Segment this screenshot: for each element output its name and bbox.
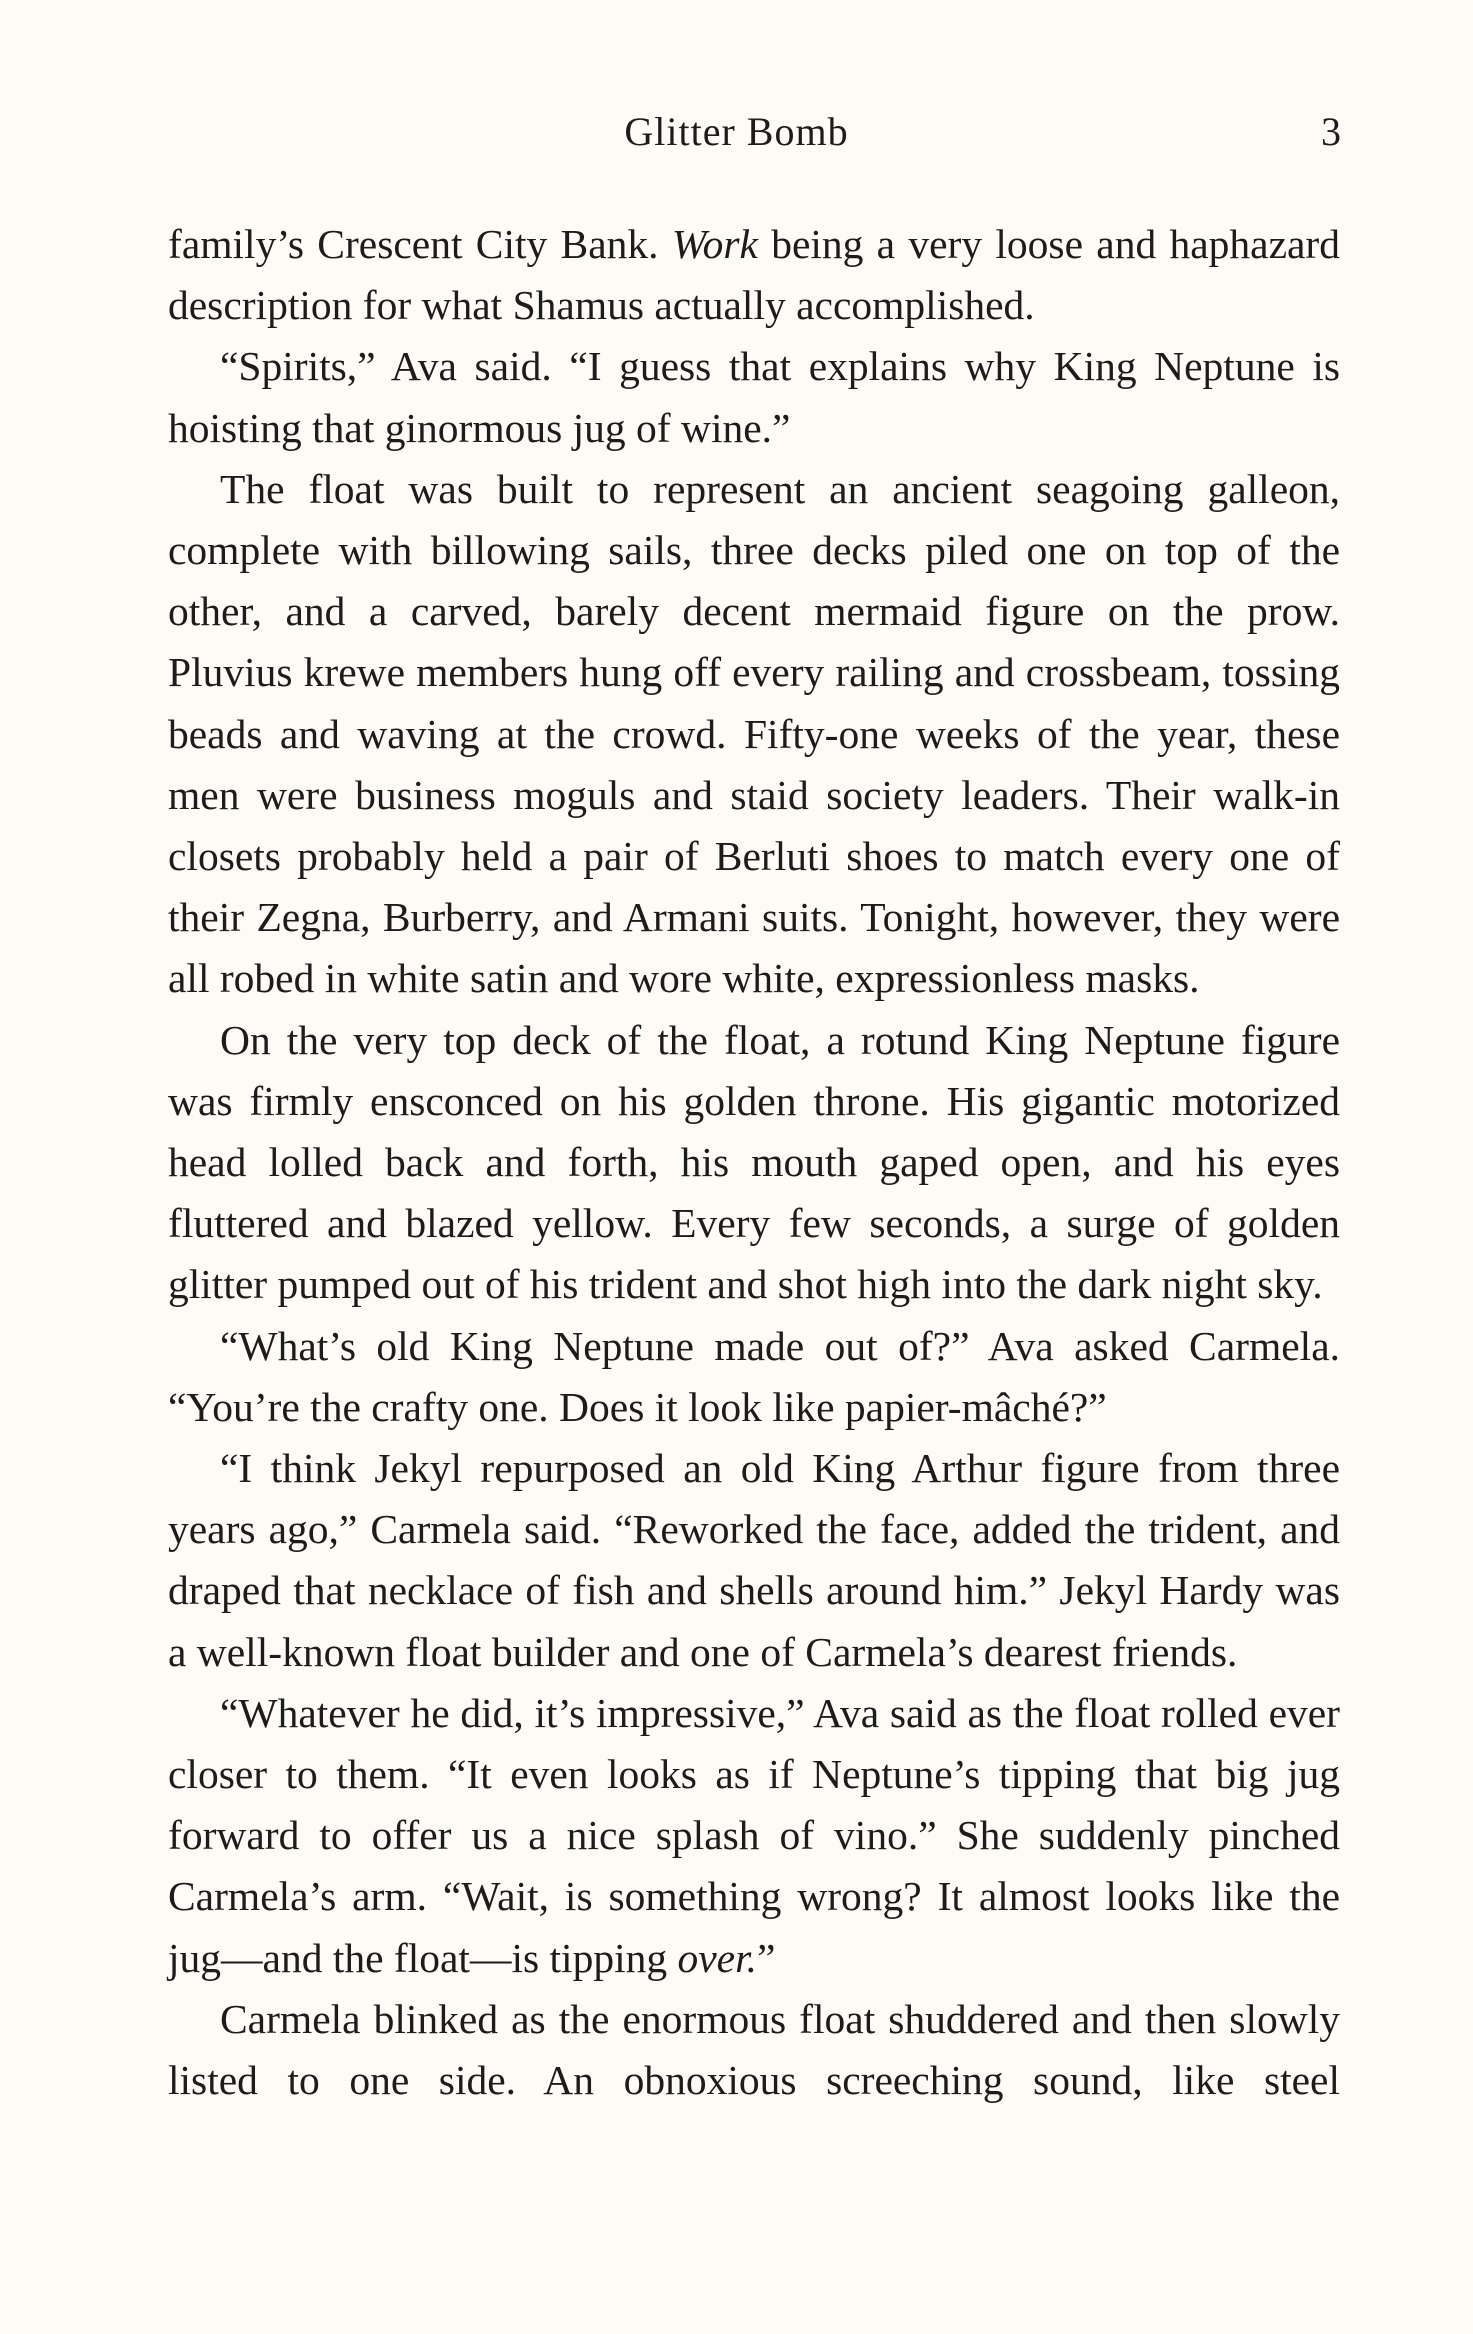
body-text [168, 214, 1340, 2111]
paragraph-text: “What’s old King Neptune made out of?” Ava asked Carmela. “You’re the crafty one. Does it look like papier-mâché?” [168, 1322, 1340, 1430]
paragraph [168, 1438, 1340, 1683]
paragraph-text: Carmela blinked as the enormous float shuddered and then slowly listed to one side. An obnoxious screeching sound, like steel [168, 1995, 1340, 2104]
paragraph-text: “I think Jekyl repurposed an old King Arthur figure from three years ago,” Carmela said. “Reworked the face, added the trident, and draped that necklace of fish and shells around him.” Jekyl Hardy was a well-known float builder and one of Carmela’s dearest friends. [168, 1445, 1340, 1675]
paragraph [168, 336, 1340, 458]
paragraph [168, 214, 1340, 336]
page-number: 3 [1321, 109, 1341, 154]
paragraph-text: On the very top deck of the float, a rotund King Neptune figure was firmly ensconced on his golden throne. His gigantic motorized head lolled back and forth, his mouth gaped open, and his eyes fluttered and blazed yellow. Every few seconds, a surge of golden glitter pumped out of his trident and shot high into the dark night sky. [168, 1016, 1340, 1308]
emphasis-text: Work [671, 221, 758, 267]
book-title: Glitter Bomb [624, 109, 849, 154]
paragraph-text: “Spirits,” Ava said. “I guess that explains why King Neptune is hoisting that ginormous jug of wine.” [168, 343, 1340, 451]
paragraph [168, 459, 1340, 1010]
paragraph [168, 1989, 1340, 2111]
paragraph-text: The float was built to represent an ancient seagoing galleon, complete with billowing sails, three decks piled one on top of the other, and a carved, barely decent mermaid figure on the prow. Pluvius krewe members hung off every railing and crossbeam, tossing beads and waving at the crowd. Fifty-one weeks of the year, these men were business moguls and staid society leaders. Their walk-in closets probably held a pair of Berluti shoes to match every one of their Zegna, Burberry, and Armani suits. Tonight, however, they were all robed in white satin and wore white, expressionless masks. [168, 465, 1340, 1002]
paragraph-text: “Whatever he did, it’s impressive,” Ava said as the float rolled ever closer to them. “It even looks as if Neptune’s tipping that big jug forward to offer us a nice splash of vino.” She suddenly pinched Carmela’s arm. “Wait, is something wrong? It almost looks like the jug—and the float—is tipping [168, 1689, 1340, 1981]
paragraph [168, 1316, 1340, 1438]
paragraph [168, 1010, 1340, 1316]
paragraph-text: being a very loose and haphazard description for what Shamus actually accomplished. [168, 221, 1340, 329]
paragraph-text: ” [757, 1934, 776, 1981]
paragraph-text: family’s Crescent City Bank. [168, 221, 672, 267]
running-head [0, 108, 1473, 158]
paragraph [168, 1683, 1340, 1989]
emphasis-text: over. [677, 1934, 757, 1981]
